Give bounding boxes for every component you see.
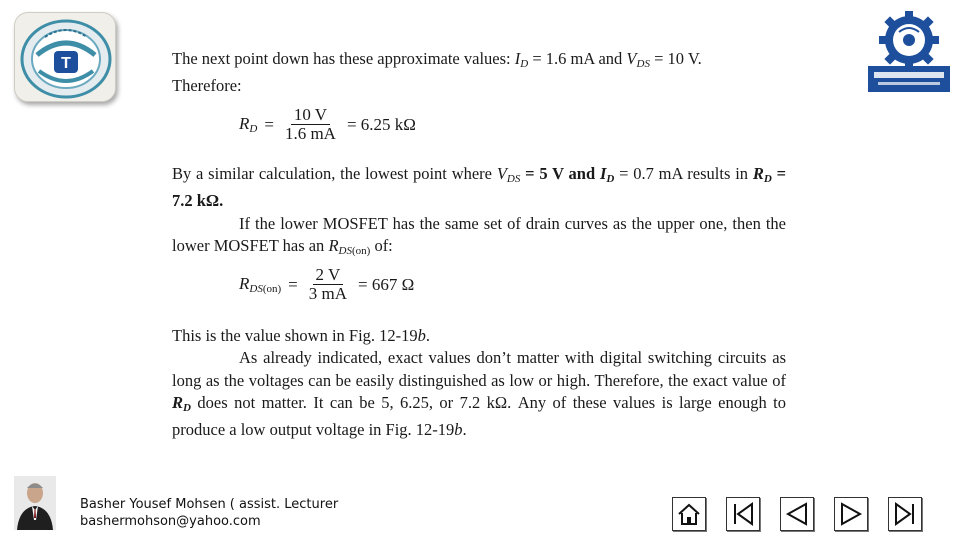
college-logo <box>866 10 952 94</box>
text: The next point down has these approximate values: <box>172 49 515 68</box>
symbol: I <box>514 49 521 68</box>
arrow-left-icon <box>783 500 811 528</box>
symbol: R <box>239 274 250 293</box>
home-button[interactable] <box>672 497 706 531</box>
paragraph-value-shown <box>172 325 786 347</box>
author-photo <box>14 476 56 530</box>
subscript: DS <box>249 283 263 295</box>
symbol: R <box>172 392 184 412</box>
text: = 1.6 mA and <box>528 49 627 68</box>
svg-text:T: T <box>61 55 71 72</box>
denominator: 3 mA <box>308 284 348 303</box>
denominator: 1.6 mA <box>284 124 336 143</box>
subscript: D <box>183 401 191 414</box>
skip-back-icon <box>729 500 757 528</box>
subscript: DS <box>506 173 521 185</box>
text: If the lower MOSFET has the same set of drain curves as the upper one, then the lower MOSFET has an <box>172 213 786 255</box>
text: b <box>417 326 426 345</box>
author-name: Basher Yousef Mohsen ( assist. Lecturer <box>80 497 339 512</box>
symbol: R <box>752 164 764 183</box>
first-slide-button[interactable] <box>726 497 760 531</box>
subscript: D <box>249 123 258 135</box>
text: = 5 V and <box>520 164 600 183</box>
paragraph-lowest-point <box>172 163 786 213</box>
equation-rds-on: $R_{DS(on)}$ = $\frac{2 V}{3 mA}$ = 667 Ω <box>239 265 415 303</box>
text: = 0.7 mA results in <box>614 164 753 183</box>
university-logo <box>14 12 116 102</box>
author-email: bashermohson@yahoo.com <box>80 514 261 529</box>
numerator: 10 V <box>291 106 330 125</box>
subscript: D <box>606 173 615 185</box>
home-icon <box>675 500 703 528</box>
previous-slide-button[interactable] <box>780 497 814 531</box>
subscript: (on) <box>262 283 282 295</box>
text: Therefore: <box>172 76 242 96</box>
subscript: D <box>520 58 529 70</box>
symbol: V <box>496 164 507 183</box>
subscript: D <box>763 173 772 185</box>
paragraph-lower-mosfet <box>172 213 786 263</box>
subscript: DS <box>338 244 352 257</box>
symbol: R <box>239 114 250 133</box>
arrow-right-icon <box>837 500 865 528</box>
symbol: I <box>599 164 607 183</box>
document-body-3 <box>172 325 786 441</box>
text: does not matter. It can be 5, 6.25, or 7.2 kΩ. Any of these values is large enough to produce a low output voltage in Fig. 12-19 <box>172 392 786 440</box>
document-body-2 <box>172 163 786 262</box>
paragraph-exact-values <box>172 347 786 441</box>
text: b <box>454 420 463 440</box>
text: By a similar calculation, the lowest point where <box>172 164 497 183</box>
result: = 6.25 kΩ <box>346 114 416 134</box>
skip-forward-icon <box>891 500 919 528</box>
numerator: 2 V <box>313 266 344 285</box>
document-body <box>172 48 786 98</box>
fraction <box>282 106 339 143</box>
last-slide-button[interactable] <box>888 497 922 531</box>
author-info <box>80 496 338 530</box>
text: . <box>425 326 431 345</box>
text: This is the value shown in Fig. 12-19 <box>172 326 418 345</box>
text: As already indicated, exact values don’t matter with digital switching circuits as long as the voltages can be easily distinguished as low or high. Therefore, the exact value of <box>172 348 786 390</box>
subscript: (on) <box>351 244 371 257</box>
result: = 667 Ω <box>358 274 415 294</box>
symbol: R <box>328 235 339 255</box>
text: . <box>462 420 467 440</box>
next-slide-button[interactable] <box>834 497 868 531</box>
subscript: DS <box>636 58 650 70</box>
paragraph-intro <box>172 48 786 98</box>
text: = 7.2 kΩ. <box>172 164 787 211</box>
symbol: V <box>626 49 637 68</box>
fraction <box>306 266 350 303</box>
equation-rd: $R_D$ = $\frac{10 V}{1.6 mA}$ = 6.25 kΩ <box>239 105 416 143</box>
text: of: <box>370 235 393 255</box>
text: = 10 V. <box>649 49 702 68</box>
